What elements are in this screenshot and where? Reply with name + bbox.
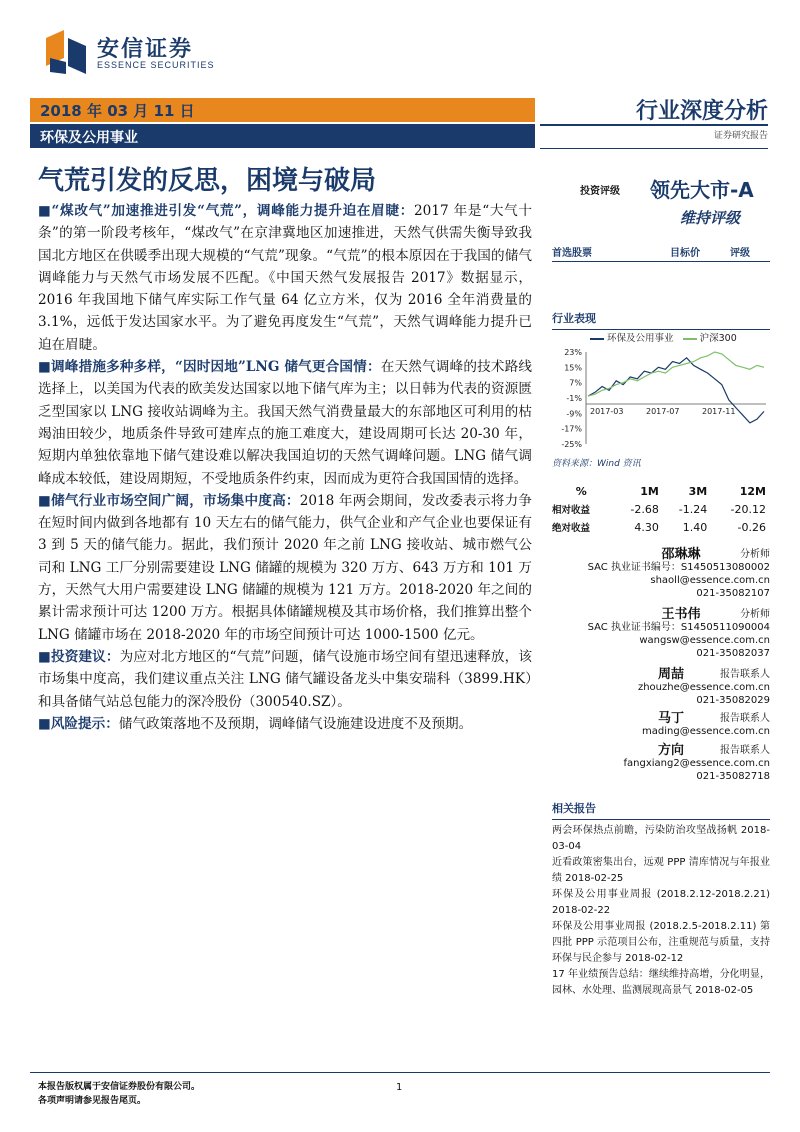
bullet-icon: ■ <box>38 715 51 732</box>
brand-logo <box>42 28 242 78</box>
related-item[interactable]: 环保及公用事业周报 (2018.2.12-2018.2.21) 2018-02-22 <box>552 889 770 916</box>
bullet-icon: ■ <box>38 648 51 665</box>
paragraph <box>38 490 532 646</box>
analyst-role: 分析师 <box>739 549 770 560</box>
footer-notes <box>38 1080 200 1108</box>
analyst-cert: SAC 执业证书编号：S1450513080002 <box>587 562 770 573</box>
paragraph-lead: “煤改气”加速推进引发“气荒”，调峰能力提升迫在眉睫： <box>51 203 415 219</box>
rating-value: 领先大市-A <box>650 178 754 202</box>
table-cell: -1.24 <box>678 502 708 516</box>
performance-chart <box>552 346 770 450</box>
y-tick-label: 7% <box>569 378 582 388</box>
bullet-icon: ■ <box>38 203 52 219</box>
footer-disclaimer: 各项声明请参见报告尾页。 <box>38 1096 147 1106</box>
paragraph-lead: 风险提示： <box>50 715 119 732</box>
analyst-role: 报告联系人 <box>719 669 770 680</box>
analyst-phone: 021-35082718 <box>696 771 770 782</box>
analyst-card <box>552 548 770 600</box>
report-body <box>38 200 532 735</box>
related-item[interactable]: 环保及公用事业周报 (2018.2.5-2018.2.11) 第四批 PPP 示范项目公布，注重规范与质量，支持环保与民企参与 2018-02-12 <box>552 921 770 964</box>
table-header: 1M <box>640 484 659 498</box>
essence-logo-icon <box>42 28 90 76</box>
analyst-role: 报告联系人 <box>719 745 770 756</box>
row-label: 绝对收益 <box>552 523 591 534</box>
report-date: 2018 年 03 月 11 日 <box>40 102 195 120</box>
analyst-card <box>552 744 770 783</box>
analyst-email[interactable]: shaoll@essence.com.cn <box>650 575 770 586</box>
x-tick-label: 2017-03 <box>590 407 624 416</box>
analyst-role: 分析师 <box>739 609 770 620</box>
report-type: 行业深度分析 <box>635 99 768 124</box>
related-item[interactable]: 两会环保热点前瞻，污染防治攻坚战扬帆 2018-03-04 <box>552 825 770 852</box>
analyst-name: 邵琳琳 <box>661 547 701 562</box>
related-item[interactable]: 近看政策密集出台，远观 PPP 清库情况与年报业绩 2018-02-25 <box>552 857 770 884</box>
table-row <box>552 518 770 536</box>
chart-source: 资料来源：Wind 资讯 <box>552 459 641 469</box>
table-cell: 1.40 <box>682 520 708 534</box>
y-tick-label: -17% <box>561 424 582 434</box>
sector-name: 环保及公用事业 <box>40 130 138 146</box>
legend-item: 沪深300 <box>699 333 737 344</box>
analyst-email[interactable]: wangsw@essence.com.cn <box>639 635 770 646</box>
analyst-name: 王书伟 <box>661 607 701 622</box>
table-row <box>552 500 770 518</box>
analyst-phone: 021-35082037 <box>696 648 770 659</box>
table-cell: -0.26 <box>737 520 766 534</box>
rating-action: 维持评级 <box>680 209 741 227</box>
x-tick-label: 2017-11 <box>702 407 736 416</box>
y-tick-label: -1% <box>566 394 582 403</box>
paragraph-lead: 投资建议： <box>50 648 120 665</box>
col-rating: 评级 <box>730 248 750 259</box>
analyst-name: 方向 <box>657 743 684 758</box>
stock-table-header <box>552 238 770 262</box>
bullet-icon: ■ <box>38 359 52 376</box>
related-reports <box>552 800 770 999</box>
paragraph <box>38 200 532 356</box>
analyst-name: 马丁 <box>657 711 684 726</box>
table-header: % <box>575 484 587 498</box>
paragraph <box>38 646 532 713</box>
paragraph <box>38 356 532 490</box>
analyst-phone: 021-35082029 <box>696 695 770 706</box>
paragraph <box>38 713 532 735</box>
col-target: 目标价 <box>670 248 700 259</box>
row-label: 相对收益 <box>552 505 591 516</box>
legend-item: 环保及公用事业 <box>607 333 674 344</box>
paragraph-lead: 储气行业市场空间广阔，市场集中度高： <box>51 492 300 509</box>
paragraph-lead: 调峰措施多种多样，“因时因地”LNG 储气更合国情： <box>51 359 381 376</box>
bullet-icon: ■ <box>38 492 52 509</box>
report-subtitle: 证券研究报告 <box>713 131 768 141</box>
analyst-role: 报告联系人 <box>719 713 770 724</box>
paragraph-text: 为应对北方地区的“气荒”问题，储气设施市场空间有望迅速释放，该市场集中度高，我们建议重点关注 LNG 储气罐设备龙头中集安瑞科（3899.HK）和具备储气站总包能力的深冷股份（300540.SZ）。 <box>38 648 532 710</box>
table-header: 12M <box>739 484 766 498</box>
table-header: 3M <box>688 484 708 498</box>
analyst-card <box>552 712 770 738</box>
analyst-email[interactable]: mading@essence.com.cn <box>642 726 770 737</box>
related-heading: 相关报告 <box>552 800 770 820</box>
legend-swatch-2 <box>683 338 697 340</box>
series-line <box>588 352 764 396</box>
y-tick-label: 23% <box>564 348 582 357</box>
brand-name: 安信证券 <box>97 37 194 62</box>
related-item[interactable]: 17 年业绩预告总结：继续维持高增，分化明显，园林、水处理、监测展现高景气 2018-02-05 <box>552 969 770 996</box>
page-title: 气荒引发的反思，困境与破局 <box>38 166 377 196</box>
page-number: 1 <box>396 1082 403 1093</box>
performance-table <box>552 482 770 536</box>
table-cell: -20.12 <box>730 502 766 516</box>
table-cell: -2.68 <box>630 502 659 516</box>
date-bar <box>30 98 535 122</box>
col-stock: 首选股票 <box>552 248 592 259</box>
paragraph-text: 在天然气调峰的技术路线选择上，以美国为代表的欧美发达国家以地下储气库为主；以日韩为代表的资源匮乏型国家以 LNG 接收站调峰为主。我国天然气消费量最大的东部地区可利用的枯竭油田较少，地质条件导致可建库点的施工难度大，建设周期可长达 20-30 年，短期内单独依靠地下储气建设难以解决我国迫切的天然气调峰问题。LNG 储气调峰成本较低，建设周期短，不受地质条件约束，因而成为更符合我国国情的选择。 <box>38 359 533 487</box>
y-tick-label: -9% <box>566 409 582 419</box>
analyst-name: 周喆 <box>657 667 684 682</box>
y-tick-label: 15% <box>564 363 582 373</box>
paragraph-text: 2018 年两会期间，发改委表示将力争在短时间内做到各地都有 10 天左右的储气能力，供气企业和产气企业也要保证有 3 到 5 天的储气能力。据此，我们预计 2020 年之前 LNG 接收站、城市燃气公司和 LNG 工厂分别需要建设 LNG 储罐的规模为 320 万方、643 万方和 101 万方，天然气大用户需要建设 LNG 储罐的规模为 121 万方。2018-2020 年之间的累计需求预计可达 1200 万方。根据具体储罐规模及其市场价格，我们推算出整个 LNG 储罐市场在 2018-2020 年的市场空间预计可达 1000-1500 亿元。 <box>38 492 533 643</box>
divider <box>540 124 768 126</box>
table-cell: 4.30 <box>634 520 659 534</box>
analyst-cert: SAC 执业证书编号：S1450511090004 <box>587 622 770 633</box>
analyst-email[interactable]: fangxiang2@essence.com.cn <box>623 758 770 769</box>
analyst-card <box>552 608 770 660</box>
table-header-row <box>552 482 770 500</box>
footer-copyright: 本报告版权属于安信证券股份有限公司。 <box>38 1082 201 1092</box>
legend-swatch-1 <box>590 338 604 340</box>
x-tick-label: 2017-07 <box>646 407 680 416</box>
rating-label: 投资评级 <box>580 186 620 197</box>
performance-heading: 行业表现 <box>552 310 770 330</box>
related-list <box>552 823 770 999</box>
analyst-email[interactable]: zhouzhe@essence.com.cn <box>637 682 770 693</box>
divider <box>540 148 768 149</box>
y-tick-label: -25% <box>561 440 582 449</box>
footer-divider <box>30 1072 770 1073</box>
paragraph-text: 2017 年是“大气十条”的第一阶段考核年，“煤改气”在京津冀地区加速推进，天然气供需失衡导致我国北方地区在供暖季出现大规模的“气荒”现象。“气荒”的根本原因在于我国的储气调峰能力与天然气市场发展不匹配。《中国天然气发展报告 2017》数据显示，2016 年我国地下储气库实际工作气量 64 亿立方米，仅为 2016 全年消费量的 3.1%，远低于发达国家水平。为了避免再度发生“气荒”，天然气调峰能力提升已迫在眉睫。 <box>38 203 532 353</box>
sector-bar <box>30 124 535 148</box>
analyst-card <box>552 668 770 707</box>
chart-legend <box>590 330 737 344</box>
paragraph-text: 储气政策落地不及预期，调峰储气设施建设进度不及预期。 <box>118 715 473 732</box>
analyst-phone: 021-35082107 <box>696 588 770 599</box>
brand-english: ESSENCE SECURITIES <box>97 60 215 70</box>
